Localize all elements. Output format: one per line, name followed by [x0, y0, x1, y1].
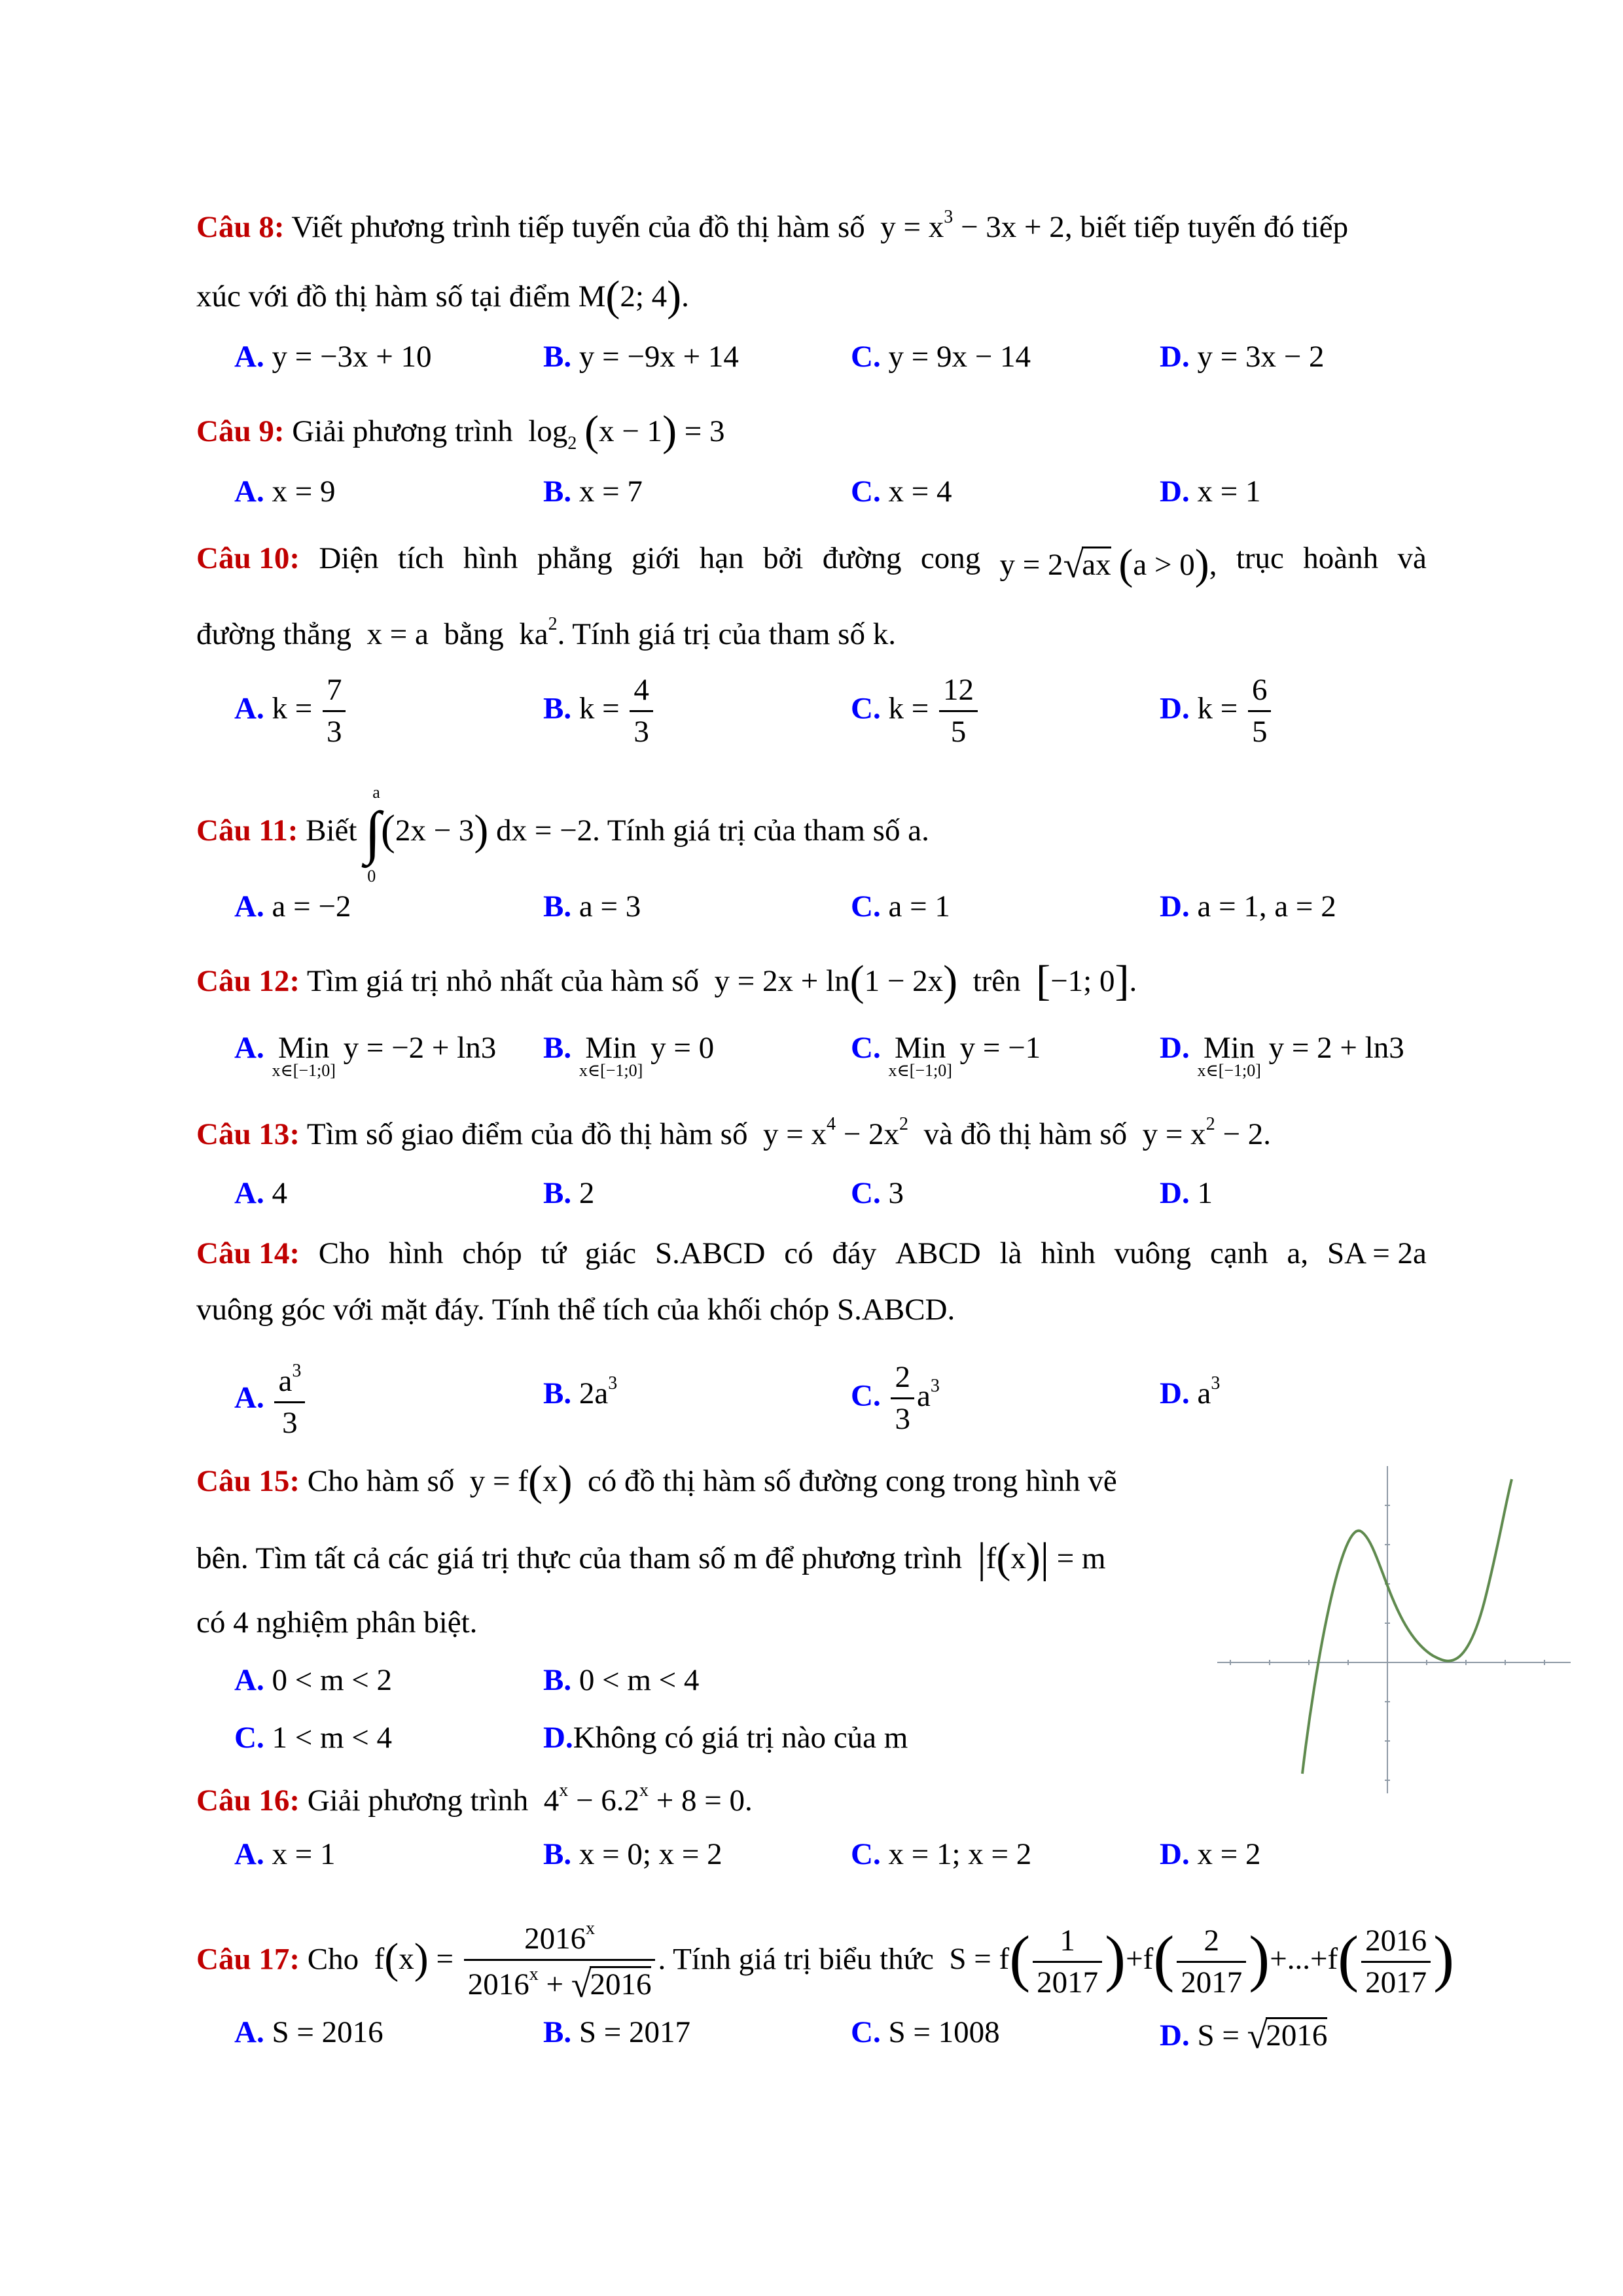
q9-option-a-letter: A. [234, 475, 264, 509]
q10-option-d-fraction [1248, 674, 1272, 749]
q16-text: Giải phương trình [307, 1784, 529, 1818]
q16-option-c[interactable] [851, 1839, 1031, 1870]
q10-line1: Câu 10: Diện tích hình phẳng giới hạn bởi đường cong y = 2√ax (a > 0), trục hoành và [196, 541, 1427, 588]
q15-option-d-letter: D. [543, 1721, 573, 1755]
q11-text2: . Tính giá trị của tham số a. [592, 813, 929, 848]
q11-option-b-letter: B. [543, 889, 572, 924]
q13-option-b-text: 2 [579, 1176, 595, 1210]
q17-text2: . Tính giá trị biểu thức [658, 1942, 934, 1977]
q12-option-d[interactable] [1160, 1033, 1404, 1079]
q12-option-c-min-word: Min [895, 1031, 946, 1065]
q15-option-c-text: 1 < m < 4 [272, 1721, 393, 1755]
q16-option-b-text: x = 0; x = 2 [579, 1837, 722, 1871]
q15-text: Cho hàm số [307, 1464, 455, 1498]
graph-curve [1302, 1479, 1512, 1774]
q9-formula: $\log_2 (x - 1) = 3$ [520, 407, 725, 455]
q17-option-d[interactable] [1160, 2017, 1327, 2054]
q10-formula-ka: $ka^2$ [511, 614, 558, 651]
q17-s-expression: S = f( $\frac{1}{2017}$ )+f( $\frac{2}{2017}$ )+...+f( $\frac{2016}{2017}$ ) [941, 1923, 1455, 2000]
q11-option-d-text: a = 1, a = 2 [1197, 889, 1336, 924]
q13-option-c-text: 3 [888, 1176, 904, 1210]
q14-option-b-letter: B. [543, 1376, 572, 1410]
q15-line1 [196, 1457, 1117, 1505]
q12-option-b-text: y = 0 [651, 1031, 715, 1065]
q14-option-c-letter: C. [851, 1378, 881, 1413]
q10-option-c[interactable] [851, 674, 980, 749]
q14-option-c-fraction: $\frac{2}{3}$ [891, 1361, 914, 1436]
q16-option-d-text: x = 2 [1197, 1837, 1261, 1871]
q17-label: Câu 17: [196, 1942, 300, 1977]
q16-option-b-letter: B. [543, 1837, 572, 1871]
q13-option-a[interactable] [234, 1178, 287, 1209]
q10-option-c-fraction [939, 674, 978, 749]
q10-line2-text-a: đường thẳng [196, 617, 351, 651]
q14-option-a-fraction: $\frac{a^3}{3}$ [274, 1361, 305, 1440]
q16-option-a-text: x = 1 [272, 1837, 336, 1871]
q12-text: Tìm giá trị nhỏ nhất của hàm số [306, 964, 700, 998]
q12-option-c-min-sub: x∈[−1;0] [888, 1061, 952, 1080]
q12-end: . [1129, 964, 1137, 998]
q11-option-b[interactable] [543, 891, 641, 922]
q13-label: Câu 13: [196, 1117, 300, 1151]
q12-option-a[interactable] [234, 1033, 496, 1079]
q14-option-c[interactable]: C. $\frac{2}{3}$ $a^3$ [851, 1360, 940, 1437]
q10-option-d-prefix: k = [1197, 691, 1238, 726]
q10-option-d-den: 5 [1251, 715, 1268, 749]
q16-option-c-letter: C. [851, 1837, 881, 1871]
q17-option-c-text: S = 1008 [888, 2015, 1000, 2049]
q15-text2: có đồ thị hàm số đường cong trong hình vẽ [587, 1464, 1117, 1498]
q11-option-d-letter: D. [1160, 889, 1190, 924]
q16-option-d-letter: D. [1160, 1837, 1190, 1871]
q10-option-b-den: 3 [633, 715, 649, 749]
q14-option-b-text: $2a^3$ [579, 1373, 618, 1410]
q10-option-c-prefix: k = [888, 691, 929, 726]
q14-formula: SA = 2a [1327, 1236, 1427, 1270]
q17-option-d-letter: D. [1160, 2018, 1190, 2053]
q14-line1: Câu 14: Cho hình chóp tứ giác S.ABCD có đáy ABCD là hình vuông cạnh a, SA = 2a [196, 1236, 1427, 1270]
q8-option-d-letter: D. [1160, 340, 1190, 374]
q11-option-a-text: a = −2 [272, 889, 351, 924]
q9-option-d[interactable] [1160, 476, 1260, 507]
integral-icon: ∫ [365, 800, 381, 865]
q9-option-b-letter: B. [543, 475, 572, 509]
q10-option-a[interactable] [234, 674, 348, 749]
q12-option-d-text: y = 2 + ln3 [1268, 1031, 1404, 1065]
q12-option-c-letter: C. [851, 1031, 881, 1065]
q8-option-d[interactable] [1160, 342, 1324, 372]
q10-option-c-den: 5 [950, 715, 967, 749]
q11-option-c-letter: C. [851, 889, 881, 924]
q11-lower-limit: 0 [367, 867, 376, 886]
q10-option-a-prefix: k = [272, 691, 313, 726]
q17-option-c[interactable] [851, 2017, 1000, 2048]
q12-option-a-min-sub: x∈[−1;0] [272, 1061, 336, 1080]
q17-option-c-letter: C. [851, 2015, 881, 2049]
q13-option-c-letter: C. [851, 1176, 881, 1210]
q13-line1 [196, 1115, 1271, 1150]
q16-end: . [745, 1784, 753, 1818]
q10-formula: y = 2√ax (a > 0), [999, 541, 1217, 588]
q10-line2 [196, 615, 896, 650]
q11-option-a-letter: A. [234, 889, 264, 924]
q11-option-d[interactable] [1160, 891, 1336, 922]
q10-option-a-num: 7 [323, 674, 346, 712]
q13-option-a-text: 4 [272, 1176, 287, 1210]
q10-option-a-letter: A. [234, 691, 264, 726]
q9-option-d-text: x = 1 [1197, 475, 1261, 509]
q15-option-b[interactable] [543, 1665, 699, 1696]
q12-option-b-min [579, 1033, 643, 1079]
q9-label: Câu 9: [196, 414, 285, 448]
q17-term3-den: 2017 [1365, 1965, 1427, 2000]
q13-option-a-letter: A. [234, 1176, 264, 1210]
q9-option-d-letter: D. [1160, 475, 1190, 509]
q8-option-a[interactable] [234, 342, 431, 372]
q10-option-b-num: 4 [630, 674, 653, 712]
q17-text: Cho [307, 1942, 359, 1977]
q16-label: Câu 16: [196, 1784, 300, 1818]
q13-option-b-letter: B. [543, 1176, 572, 1210]
q10-option-b-prefix: k = [579, 691, 620, 726]
q13-option-b[interactable] [543, 1178, 594, 1209]
q10-line2-text-c: . Tính giá trị của tham số k. [557, 617, 896, 651]
q11-option-a[interactable] [234, 891, 351, 922]
q10-option-d-num: 6 [1248, 674, 1272, 712]
q15-option-c[interactable] [234, 1723, 392, 1753]
q12-option-b-letter: B. [543, 1031, 572, 1065]
q13-text2: và đồ thị hàm số [923, 1117, 1128, 1151]
q8-line2 [196, 272, 689, 320]
q17-term2-num: 2 [1177, 1925, 1246, 1963]
q15-line2 [196, 1534, 1106, 1582]
q10-formula-x: x = a [359, 617, 437, 651]
q9-option-c[interactable] [851, 476, 952, 507]
q9-option-b-text: x = 7 [579, 475, 643, 509]
q8-option-a-text: y = −3x + 10 [272, 340, 432, 374]
q17-option-a[interactable] [234, 2017, 383, 2048]
q17-option-d-text: S = √2016 [1197, 2016, 1328, 2056]
q17-option-a-text: S = 2016 [272, 2015, 383, 2049]
q8-line1 [196, 208, 1348, 243]
q11-integrand: (2x − 3) dx = −2 [380, 806, 593, 854]
q12-interval: [−1; 0] [1036, 957, 1130, 1005]
q10-option-a-fraction [323, 674, 346, 749]
q10-option-b-letter: B. [543, 691, 572, 726]
q13-option-d-letter: D. [1160, 1176, 1190, 1210]
q17-option-a-letter: A. [234, 2015, 264, 2049]
q17-option-b-letter: B. [543, 2015, 572, 2049]
q16-option-c-text: x = 1; x = 2 [888, 1837, 1032, 1871]
q10-option-c-letter: C. [851, 691, 881, 726]
q11-line1 [196, 783, 929, 886]
q12-option-a-text: y = −2 + ln3 [343, 1031, 497, 1065]
q10-label: Câu 10: [196, 541, 300, 575]
q16-option-a[interactable] [234, 1839, 335, 1870]
q14-option-b[interactable] [543, 1374, 617, 1409]
q14-option-d[interactable] [1160, 1374, 1220, 1409]
q16-option-a-letter: A. [234, 1837, 264, 1871]
q8-text: Viết phương trình tiếp tuyến của đồ thị hàm số [291, 210, 865, 244]
q9-line1 [196, 407, 725, 455]
q8-option-c-text: y = 9x − 14 [888, 340, 1031, 374]
q12-option-d-letter: D. [1160, 1031, 1190, 1065]
q17-term3-num: 2016 [1361, 1925, 1431, 1963]
q13-formula1: $y = x^4 - 2x^2$ [755, 1114, 908, 1151]
q14-line2: vuông góc với mặt đáy. Tính thể tích của khối chóp S.ABCD. [196, 1293, 955, 1327]
q9-text: Giải phương trình [292, 414, 513, 448]
q10-option-b[interactable] [543, 674, 656, 749]
q14-option-a-letter: A. [234, 1380, 264, 1415]
q8-option-c-letter: C. [851, 340, 881, 374]
q17-option-b-text: S = 2017 [579, 2015, 691, 2049]
q12-option-a-letter: A. [234, 1031, 264, 1065]
q12-formula: y = 2x + ln(1 − 2x) [706, 957, 958, 1005]
q17-term1-den: 2017 [1037, 1965, 1099, 2000]
q12-option-c-min [888, 1033, 952, 1079]
q13-formula2: $y = x^2 - 2$ [1134, 1114, 1264, 1151]
q8-option-b[interactable] [543, 342, 739, 372]
q15-line3: có 4 nghiệm phân biệt. [196, 1605, 478, 1640]
q15-option-a-text: 0 < m < 2 [272, 1663, 393, 1697]
q15-line2-text: bên. Tìm tất cả các giá trị thực của tham số m để phương trình [196, 1541, 962, 1575]
q15-option-d[interactable] [543, 1723, 908, 1753]
q15-graph [1217, 1466, 1571, 1793]
q13-option-d[interactable] [1160, 1178, 1213, 1209]
q12-line1 [196, 957, 1137, 1005]
q9-option-a-text: x = 9 [272, 475, 336, 509]
q12-label: Câu 12: [196, 964, 300, 998]
q16-formula: $4^x - 6.2^x + 8 = 0$ [536, 1780, 745, 1818]
q8-line2-text: xúc với đồ thị hàm số tại điểm [196, 279, 571, 314]
q11-text: Biết [306, 813, 357, 848]
q11-upper-limit: a [372, 783, 380, 802]
q11-integral [365, 783, 381, 886]
q9-option-c-text: x = 4 [888, 475, 952, 509]
q12-option-d-min-sub: x∈[−1;0] [1197, 1061, 1261, 1080]
q15-label: Câu 15: [196, 1464, 300, 1498]
q12-option-d-min [1197, 1033, 1260, 1079]
q15-formula: y = f(x) [462, 1457, 573, 1505]
q15-option-a[interactable] [234, 1665, 392, 1696]
q17-option-b[interactable] [543, 2017, 690, 2048]
q8-option-a-letter: A. [234, 340, 264, 374]
q12-option-a-min [272, 1033, 335, 1079]
q17-f-lhs: f(x) = [366, 1935, 454, 1983]
q11-label: Câu 11: [196, 813, 298, 848]
q11-option-b-text: a = 3 [579, 889, 641, 924]
q10-option-d-letter: D. [1160, 691, 1190, 726]
q15-option-b-letter: B. [543, 1663, 572, 1697]
q17-line1 [196, 1919, 1454, 2005]
q17-term2-den: 2017 [1181, 1965, 1243, 2000]
q10-line2-text-b: bằng [444, 617, 504, 651]
q12-option-c[interactable] [851, 1033, 1041, 1079]
q13-option-c[interactable] [851, 1178, 904, 1209]
q9-option-b[interactable] [543, 476, 643, 507]
q8-option-c[interactable] [851, 342, 1031, 372]
q8-point: M(2; 4) [578, 272, 682, 320]
q8-line2-end: . [681, 279, 689, 314]
q10-option-b-fraction [630, 674, 653, 749]
q12-text2: trên [972, 964, 1021, 998]
q14-label: Câu 14: [196, 1236, 300, 1270]
q8-formula: $y = x^3 - 3x + 2$ [872, 207, 1065, 244]
q9-option-a[interactable] [234, 476, 335, 507]
q8-label: Câu 8: [196, 210, 285, 244]
q8-option-b-letter: B. [543, 340, 572, 374]
q12-option-d-min-word: Min [1204, 1031, 1255, 1065]
q8-option-d-text: y = 3x − 2 [1197, 340, 1325, 374]
q12-option-a-min-word: Min [278, 1031, 330, 1065]
q17-f-fraction: $\frac{2016^x}{2016^x + √2016}$ [464, 1919, 656, 2005]
q12-option-b-min-word: Min [585, 1031, 637, 1065]
q14-option-d-letter: D. [1160, 1376, 1190, 1410]
q11-option-c-text: a = 1 [888, 889, 950, 924]
q13-text: Tìm số giao điểm của đồ thị hàm số [306, 1117, 748, 1151]
q15-option-a-letter: A. [234, 1663, 264, 1697]
q10-option-d[interactable] [1160, 674, 1274, 749]
q11-option-c[interactable] [851, 891, 950, 922]
q15-option-c-letter: C. [234, 1721, 264, 1755]
q14-option-d-text: $a^3$ [1197, 1373, 1221, 1410]
q17-term1-num: 1 [1033, 1925, 1102, 1963]
q14-option-a[interactable] [234, 1361, 308, 1440]
q12-option-b[interactable] [543, 1033, 714, 1079]
q16-option-b[interactable] [543, 1839, 722, 1870]
q10-option-c-num: 12 [939, 674, 978, 712]
q15-equation: |f(x)| = m [977, 1534, 1106, 1582]
q8-option-b-text: y = −9x + 14 [579, 340, 739, 374]
q16-option-d[interactable] [1160, 1839, 1260, 1870]
q16-line1 [196, 1782, 753, 1816]
q13-end: . [1263, 1117, 1271, 1151]
q8-text2: , biết tiếp tuyến đó tiếp [1064, 210, 1349, 244]
q9-option-c-letter: C. [851, 475, 881, 509]
q13-option-d-text: 1 [1197, 1176, 1213, 1210]
q12-option-c-text: y = −1 [959, 1031, 1041, 1065]
q12-option-b-min-sub: x∈[−1;0] [579, 1061, 643, 1080]
q15-option-d-text: Không có giá trị nào của m [573, 1721, 908, 1755]
q10-option-a-den: 3 [326, 715, 342, 749]
q15-option-b-text: 0 < m < 4 [579, 1663, 700, 1697]
